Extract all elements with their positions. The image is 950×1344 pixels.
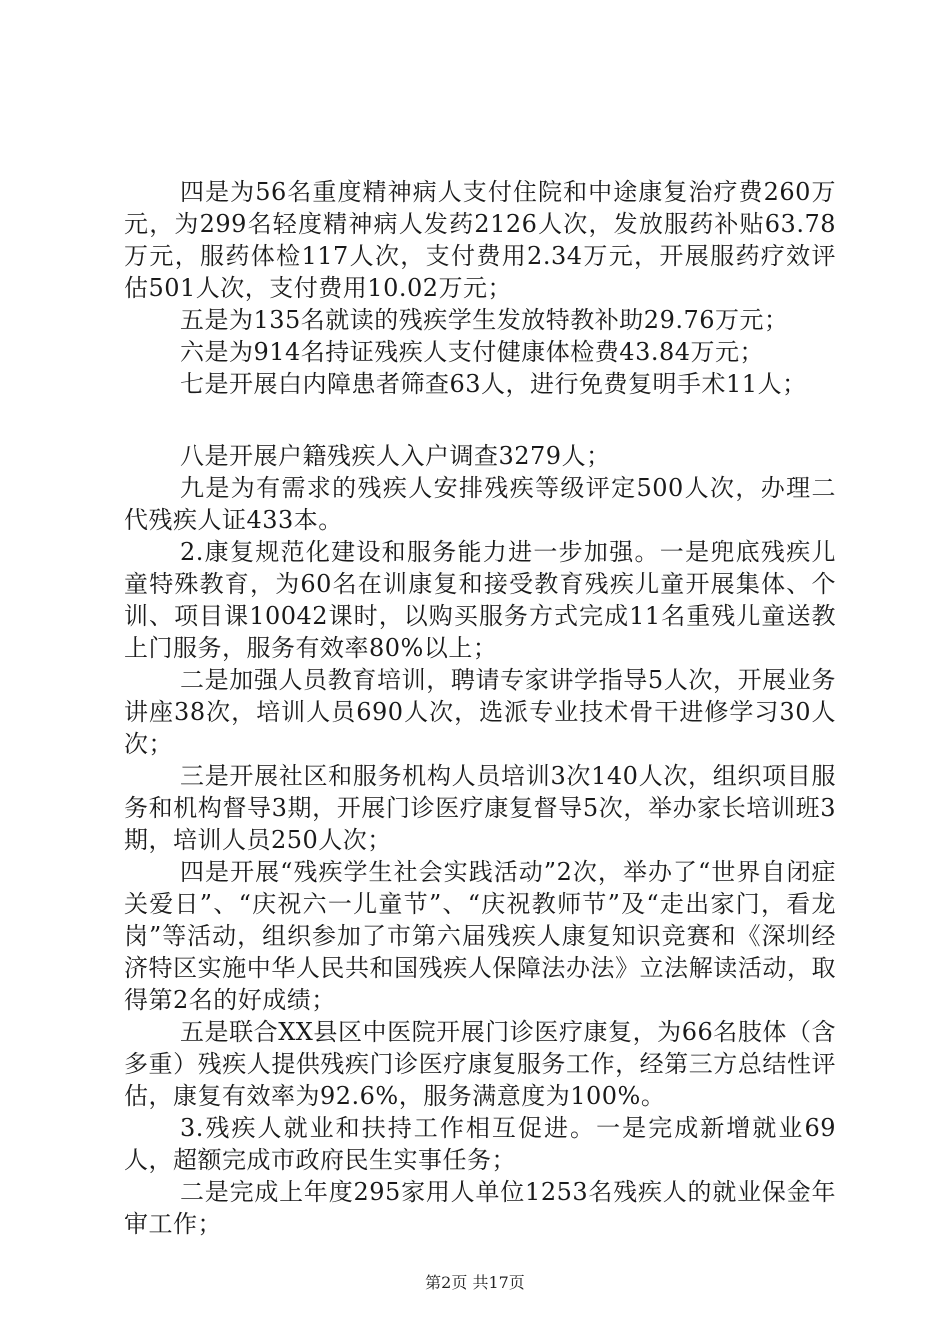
paragraph-household-survey: 八是开展户籍残疾人入户调查3279人； xyxy=(180,442,611,470)
paragraph-mental-illness-support: 四是为56名重度精神病人支付住院和中途康复治疗费260万元，为299名轻度精神病人发药2126人次，发放服药补贴63.78万元，服药体检117人次，支付费用2.34万元，开展服药疗效评估501人次，支付费用10.02万元； xyxy=(124,178,836,302)
paragraph-special-education-subsidy: 五是为135名就读的残疾学生发放特教补助29.76万元； xyxy=(180,306,789,334)
paragraph-employment: 3.残疾人就业和扶持工作相互促进。一是完成新增就业69人，超额完成市政府民生实事任务； xyxy=(124,1114,836,1174)
paragraph-staff-training: 二是加强人员教育培训，聘请专家讲学指导5人次，开展业务讲座38次，培训人员690人次，选派专业技术骨干进修学习30人次； xyxy=(124,666,836,758)
paragraph-cataract-screening: 七是开展白内障患者筛查63人，进行免费复明手术11人； xyxy=(180,370,807,398)
paragraph-community-training: 三是开展社区和服务机构人员培训3次140人次，组织项目服务和机构督导3期，开展门诊医疗康复督导5次，举办家长培训班3期，培训人员250人次； xyxy=(124,762,836,854)
paragraph-disability-assessment: 九是为有需求的残疾人安排残疾等级评定500人次，办理二代残疾人证433本。 xyxy=(124,474,836,534)
paragraph-outpatient-rehab: 五是联合XX县区中医院开展门诊医疗康复，为66名肢体（含多重）残疾人提供残疾门诊医疗康复服务工作，经第三方总结性评估，康复有效率为92.6%，服务满意度为100%。 xyxy=(124,1018,836,1110)
paragraph-rehab-standardization: 2.康复规范化建设和服务能力进一步加强。一是兜底残疾儿童特殊教育，为60名在训康复和接受教育残疾儿童开展集体、个训、项目课10042课时，以购买服务方式完成11名重残儿童送教上门服务，服务有效率80%以上； xyxy=(124,538,836,662)
paragraph-employment-fund-review: 二是完成上年度295家用人单位1253名残疾人的就业保金年审工作； xyxy=(124,1178,836,1238)
paragraph-health-checkup: 六是为914名持证残疾人支付健康体检费43.84万元； xyxy=(180,338,765,366)
document-body xyxy=(124,176,836,1240)
paragraph-social-practice: 四是开展“残疾学生社会实践活动”2次，举办了“世界自闭症关爱日”、“庆祝六一儿童节”、“庆祝教师节”及“走出家门，看龙岗”等活动，组织参加了市第六届残疾人康复知识竞赛和《深圳经济特区实施中华人民共和国残疾人保障法办法》立法解读活动，取得第2名的好成绩； xyxy=(124,858,836,1014)
page-number-footer: 第2页 共17页 xyxy=(425,1273,525,1292)
